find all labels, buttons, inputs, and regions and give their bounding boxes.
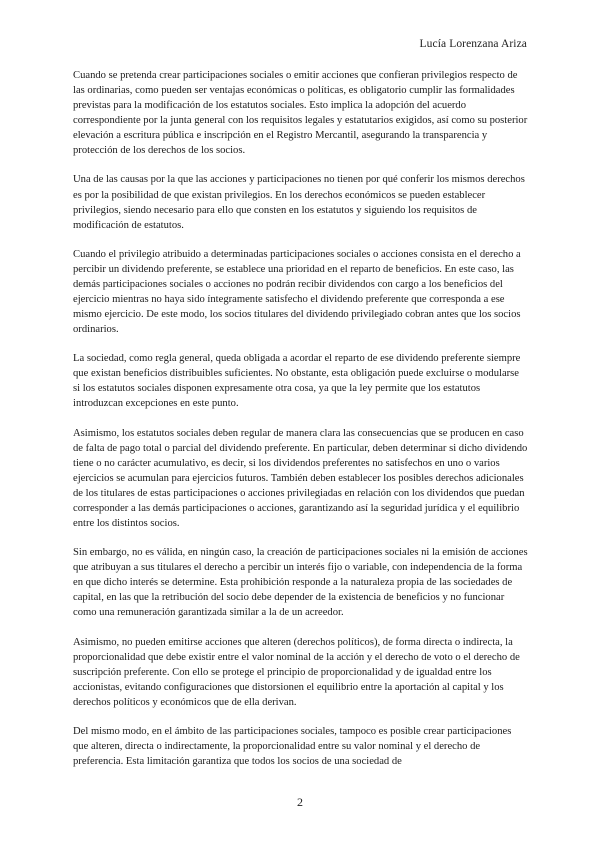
paragraph: Una de las causas por la que las acciones y participaciones no tienen por qué conferir los mismos derechos es por la posibilidad de que existan privilegios. En los derechos económicos se pueden establecer privilegios, siendo necesario para ello que consten en los estatutos y siguiendo los requisitos de modificación de estatutos.: [73, 174, 525, 231]
page-number: 2: [297, 795, 303, 809]
paragraph: Del mismo modo, en el ámbito de las participaciones sociales, tampoco es posible crear participaciones que alteren, directa o indirectamente, la proporcionalidad entre su valor nominal y el derecho de preferencia. Esta limitación garantiza que todos los socios de una sociedad de: [73, 726, 512, 768]
paragraph: Sin embargo, no es válida, en ningún caso, la creación de participaciones sociales ni la emisión de acciones que atribuyan a sus titulares el derecho a percibir un interés fijo o variable, con independencia de la forma en que dicho interés se determine. Esta prohibición responde a la naturaleza propia de las sociedades de capital, en las que la retribución del socio debe depender de la existencia de beneficios y no funcionar como una remuneración garantizada similar a la de un acreedor.: [73, 547, 528, 619]
paragraph: La sociedad, como regla general, queda obligada a acordar el reparto de ese dividendo preferente siempre que existan beneficios distribuibles suficientes. No obstante, esta obligación puede excluirse o modularse si los estatutos sociales disponen expresamente otra cosa, ya que la ley permite que los estatutos introduzcan excepciones en este punto.: [73, 353, 521, 410]
paragraph: Asimismo, los estatutos sociales deben regular de manera clara las consecuencias que se producen en caso de falta de pago total o parcial del dividendo preferente. En particular, deben determinar si dicho dividendo tiene o no carácter acumulativo, es decir, si los dividendos preferentes no satisfechos en uno o varios ejercicios se acumulan para ejercicios futuros. También deben establecer los posibles derechos adicionales de los titulares de estas participaciones o acciones privilegiadas en relación con los dividendos que puedan corresponder a las demás participaciones o acciones, garantizando así la seguridad jurídica y el equilibrio entre los distintos socios.: [73, 427, 528, 529]
document-body: [73, 68, 528, 783]
running-header-author: Lucía Lorenzana Ariza: [419, 38, 527, 50]
paragraph: Cuando se pretenda crear participaciones sociales o emitir acciones que confieran privilegios respecto de las ordinarias, como pueden ser ventajas económicas o políticas, es obligatorio cumplir las formalidades previstas para la modificación de los estatutos sociales. Esto implica la adopción del acuerdo correspondiente por la junta general con los requisitos legales y estatutarios exigidos, así como su posterior elevación a escritura pública e inscripción en el Registro Mercantil, asegurando la transparencia y protección de los derechos de los socios.: [73, 70, 528, 157]
paragraph: Cuando el privilegio atribuido a determinadas participaciones sociales o acciones consista en el derecho a percibir un dividendo preferente, se establece una prioridad en el reparto de beneficios. En este caso, las demás participaciones sociales o acciones no podrán recibir dividendos con cargo a los beneficios del ejercicio mientras no haya sido íntegramente satisfecho el dividendo preferente que corresponda a ese mismo ejercicio. De este modo, los socios titulares del dividendo privilegiado cobran antes que los socios ordinarios.: [73, 248, 521, 336]
paragraph: Asimismo, no pueden emitirse acciones que alteren (derechos políticos), de forma directa o indirecta, la proporcionalidad que debe existir entre el valor nominal de la acción y el derecho de voto o el derecho de suscripción preferente. Con ello se protege el principio de proporcionalidad y de igualdad entre los accionistas, evitando configuraciones que distorsionen el equilibrio entre la aportación al capital y los derechos políticos y económicos que de ella derivan.: [73, 636, 520, 708]
